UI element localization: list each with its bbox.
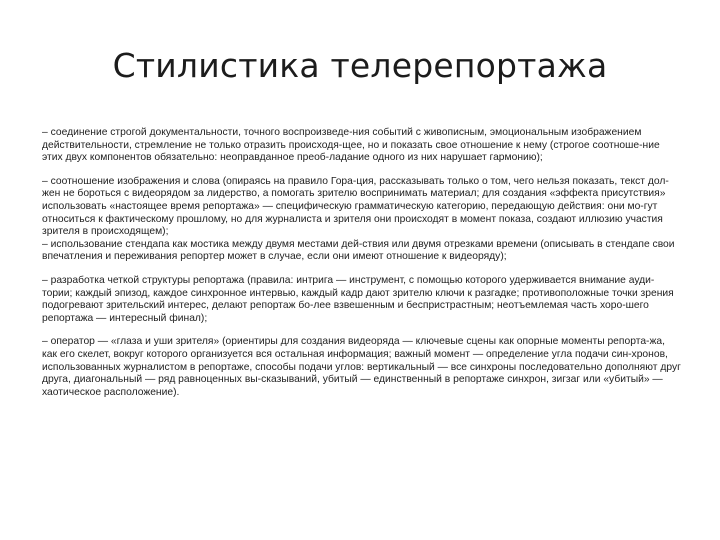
paragraph-standup: – использование стендапа как мостика между двумя местами дей-ствия или двумя отрезками времени (описывать в стендапе свои впечатления и переживания репортер может в случае, если они имеют отношение к видеоряду); (42, 238, 675, 263)
paragraph-spacer (42, 325, 682, 336)
paragraph-spacer (42, 165, 682, 176)
paragraph-documentality: – соединение строгой документальности, точного воспроизведе-ния событий с живописным, эмоциональным изображением действительности, стремление не только отразить происходя-щее, но и показать свое отношение к нему (строгое соотноше-ние этих двух компонентов обязательно: неоправданное преоб-ладание одного из них нарушает гармонию); (42, 127, 660, 164)
slide-title: Стилистика телерепортажа (112, 46, 608, 85)
paragraph-structure: – разработка четкой структуры репортажа (правила: интрига — инструмент, с помощью которого удерживается внимание ауди-тории; каждый эпизод, каждое синхронное интервью, каждый кадр дают зрителю ключи к разгадке; противоположные точки зрения подогревают зрительский интерес, делают репортаж бо-лее взвешенным и беспристрастным; неотъемлемая часть хоро-шего репортажа — интересный финал); (42, 274, 674, 324)
paragraph-operator: – оператор — «глаза и уши зрителя» (ориентиры для создания видеоряда — ключевые сцены как опорные моменты репорта-жа, как его скелет, вокруг которого организуется вся остальная информация; важный момент — определение угла подачи син-хронов, использованных журналистом в репортаже, способы подачи углов: вертикальный — все синхроны последовательно дополняют друг друга, диагональный — ряд равноценных вы-сказываний, убитый — единственный в репортаже синхрон, зигзаг или «убитый» — хаотическое расположение). (42, 336, 681, 398)
paragraph-image-and-word: – соотношение изображения и слова (опираясь на правило Гора-ция, рассказывать только о том, чего нельзя показать, текст дол-жен не бороться с видеорядом за лидерство, а помогать зрителю воспринимать материал; для создания «эффекта присутствия» использовать «настоящее время репортажа» — специфическую грамматическую категорию, передающую действия: они мо-гут относиться к фактическому прошлому, но для журналиста и зрителя они происходят в момент показа, создают иллюзию участия зрителя в происходящем); (42, 175, 669, 238)
paragraph-spacer (42, 264, 682, 275)
slide-body (42, 127, 682, 399)
